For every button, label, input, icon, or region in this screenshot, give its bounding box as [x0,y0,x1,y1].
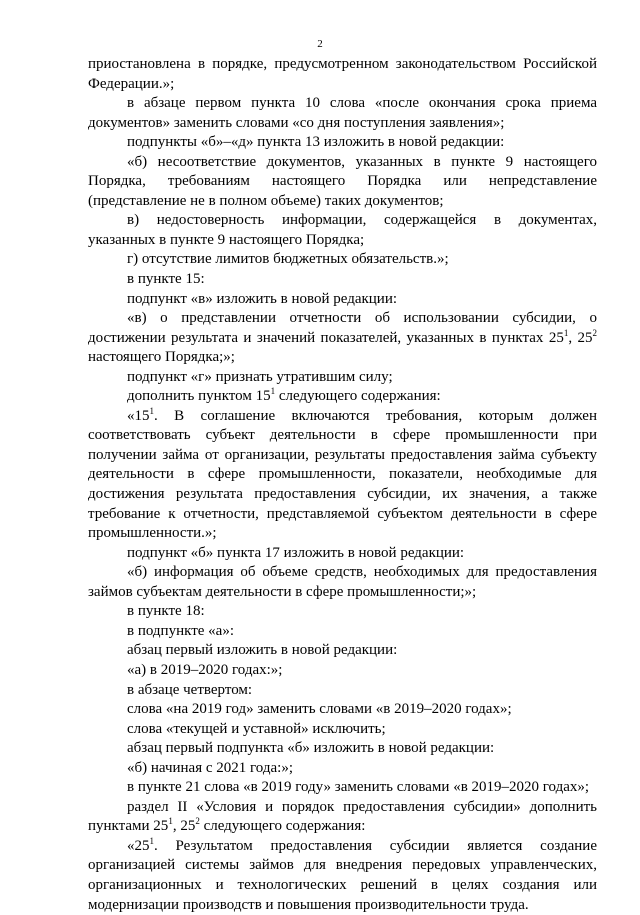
paragraph-text: «б) несоответствие документов, указанных в пункте 9 настоящего Порядка, требованиям настоящего Порядка или непредставление (представление не в полном объеме) таких документов; [88,153,597,209]
paragraph-text: «б) начиная с 2021 года:»; [127,759,293,776]
paragraph-text: «б) информация об объеме средств, необходимых для предоставления займов субъектам деятельности в сфере промышленности;»; [88,564,597,600]
superscript: 1 [149,405,154,416]
paragraph-text: г) отсутствие лимитов бюджетных обязательств.»; [127,251,449,268]
superscript: 1 [168,816,173,827]
paragraph-text: следующего содержания: [199,818,366,835]
paragraph-text: «25 [127,837,150,854]
paragraph-text: , 25 [172,818,196,835]
paragraph-text: приостановлена в порядке, предусмотренном законодательством Российской Федерации.»; [88,56,597,92]
paragraph [88,661,597,681]
paragraph-text: в подпункте «а»: [127,622,234,639]
paragraph-text: раздел II «Условия и порядок предоставления субсидии» дополнить пунктами 25 [88,798,597,835]
paragraph [88,94,597,133]
paragraph [88,407,597,544]
paragraph-text: настоящего Порядка;»; [88,349,235,366]
paragraph-text: дополнить пунктом 15 [127,388,271,405]
paragraph [88,602,597,622]
paragraph-text: в пункте 15: [127,271,205,288]
paragraph-text: подпункт «г» признать утратившим силу; [127,368,393,385]
superscript: 2 [592,327,598,338]
superscript: 1 [563,327,569,338]
document-body [88,55,597,915]
paragraph-text: следующего содержания: [275,388,441,405]
paragraph-text: , 25 [568,329,593,346]
paragraph [88,641,597,661]
paragraph-text: абзац первый подпункта «б» изложить в новой редакции: [127,740,495,757]
paragraph [88,681,597,701]
paragraph-text: в пункте 21 слова «в 2019 году» заменить словами «в 2019–2020 годах»; [127,779,590,796]
paragraph [88,153,597,212]
paragraph [88,622,597,642]
paragraph-text: слова «на 2019 год» заменить словами «в 2019–2020 годах»; [127,701,512,718]
paragraph [88,778,597,798]
paragraph-text: . В соглашение включаются требования, которым должен соответствовать субъект деятельности в сфере промышленности при получении займа от организации, результаты предоставления займа субъекту деятельности в сфере промышленности, показатели, необходимые для достижения результата предоставления субсидии, их значения, а также требование к отчетности, представляемой субъектом деятельности в сфере промышленности.»; [88,407,597,542]
paragraph-text: абзац первый изложить в новой редакции: [127,642,398,659]
paragraph [88,387,597,407]
paragraph [88,250,597,270]
paragraph-text: «15 [127,407,150,424]
paragraph [88,309,597,368]
paragraph [88,544,597,564]
paragraph-text: «в) о представлении отчетности об использовании субсидии, о достижении результата и значений показателей, указанных в пунктах 25 [88,310,597,346]
paragraph [88,798,597,837]
paragraph-text: в) недостоверность информации, содержащейся в документах, указанных в пункте 9 настоящего Порядка; [88,212,597,248]
paragraph [88,55,597,94]
paragraph [88,211,597,250]
paragraph [88,270,597,290]
paragraph-text: в пункте 18: [127,603,205,620]
superscript: 1 [149,835,154,846]
paragraph-text: . Результатом предоставления субсидии является создание организацией системы займов для внедрения передовых управленческих, организационных и технологических решений в целях создания или модернизации производств и повышения производительности труда. [88,837,597,913]
paragraph-text: в абзаце четвертом: [127,681,253,698]
paragraph-text: слова «текущей и уставной» исключить; [127,720,386,737]
paragraph [88,720,597,740]
paragraph-text: «а) в 2019–2020 годах:»; [127,661,283,678]
paragraph-text: в абзаце первом пункта 10 слова «после окончания срока приема документов» заменить словами «со дня поступления заявления»; [88,95,597,131]
paragraph [88,739,597,759]
page-number: 2 [317,38,323,50]
paragraph [88,563,597,602]
superscript: 2 [195,816,200,827]
paragraph-text: подпункты «б»–«д» пункта 13 изложить в новой редакции: [127,134,505,151]
paragraph [88,700,597,720]
paragraph [88,759,597,779]
paragraph [88,133,597,153]
paragraph-text: подпункт «б» пункта 17 изложить в новой редакции: [127,544,465,561]
paragraph-text: подпункт «в» изложить в новой редакции: [127,290,398,307]
paragraph [88,368,597,388]
paragraph [88,837,597,915]
superscript: 1 [270,386,276,397]
paragraph [88,290,597,310]
